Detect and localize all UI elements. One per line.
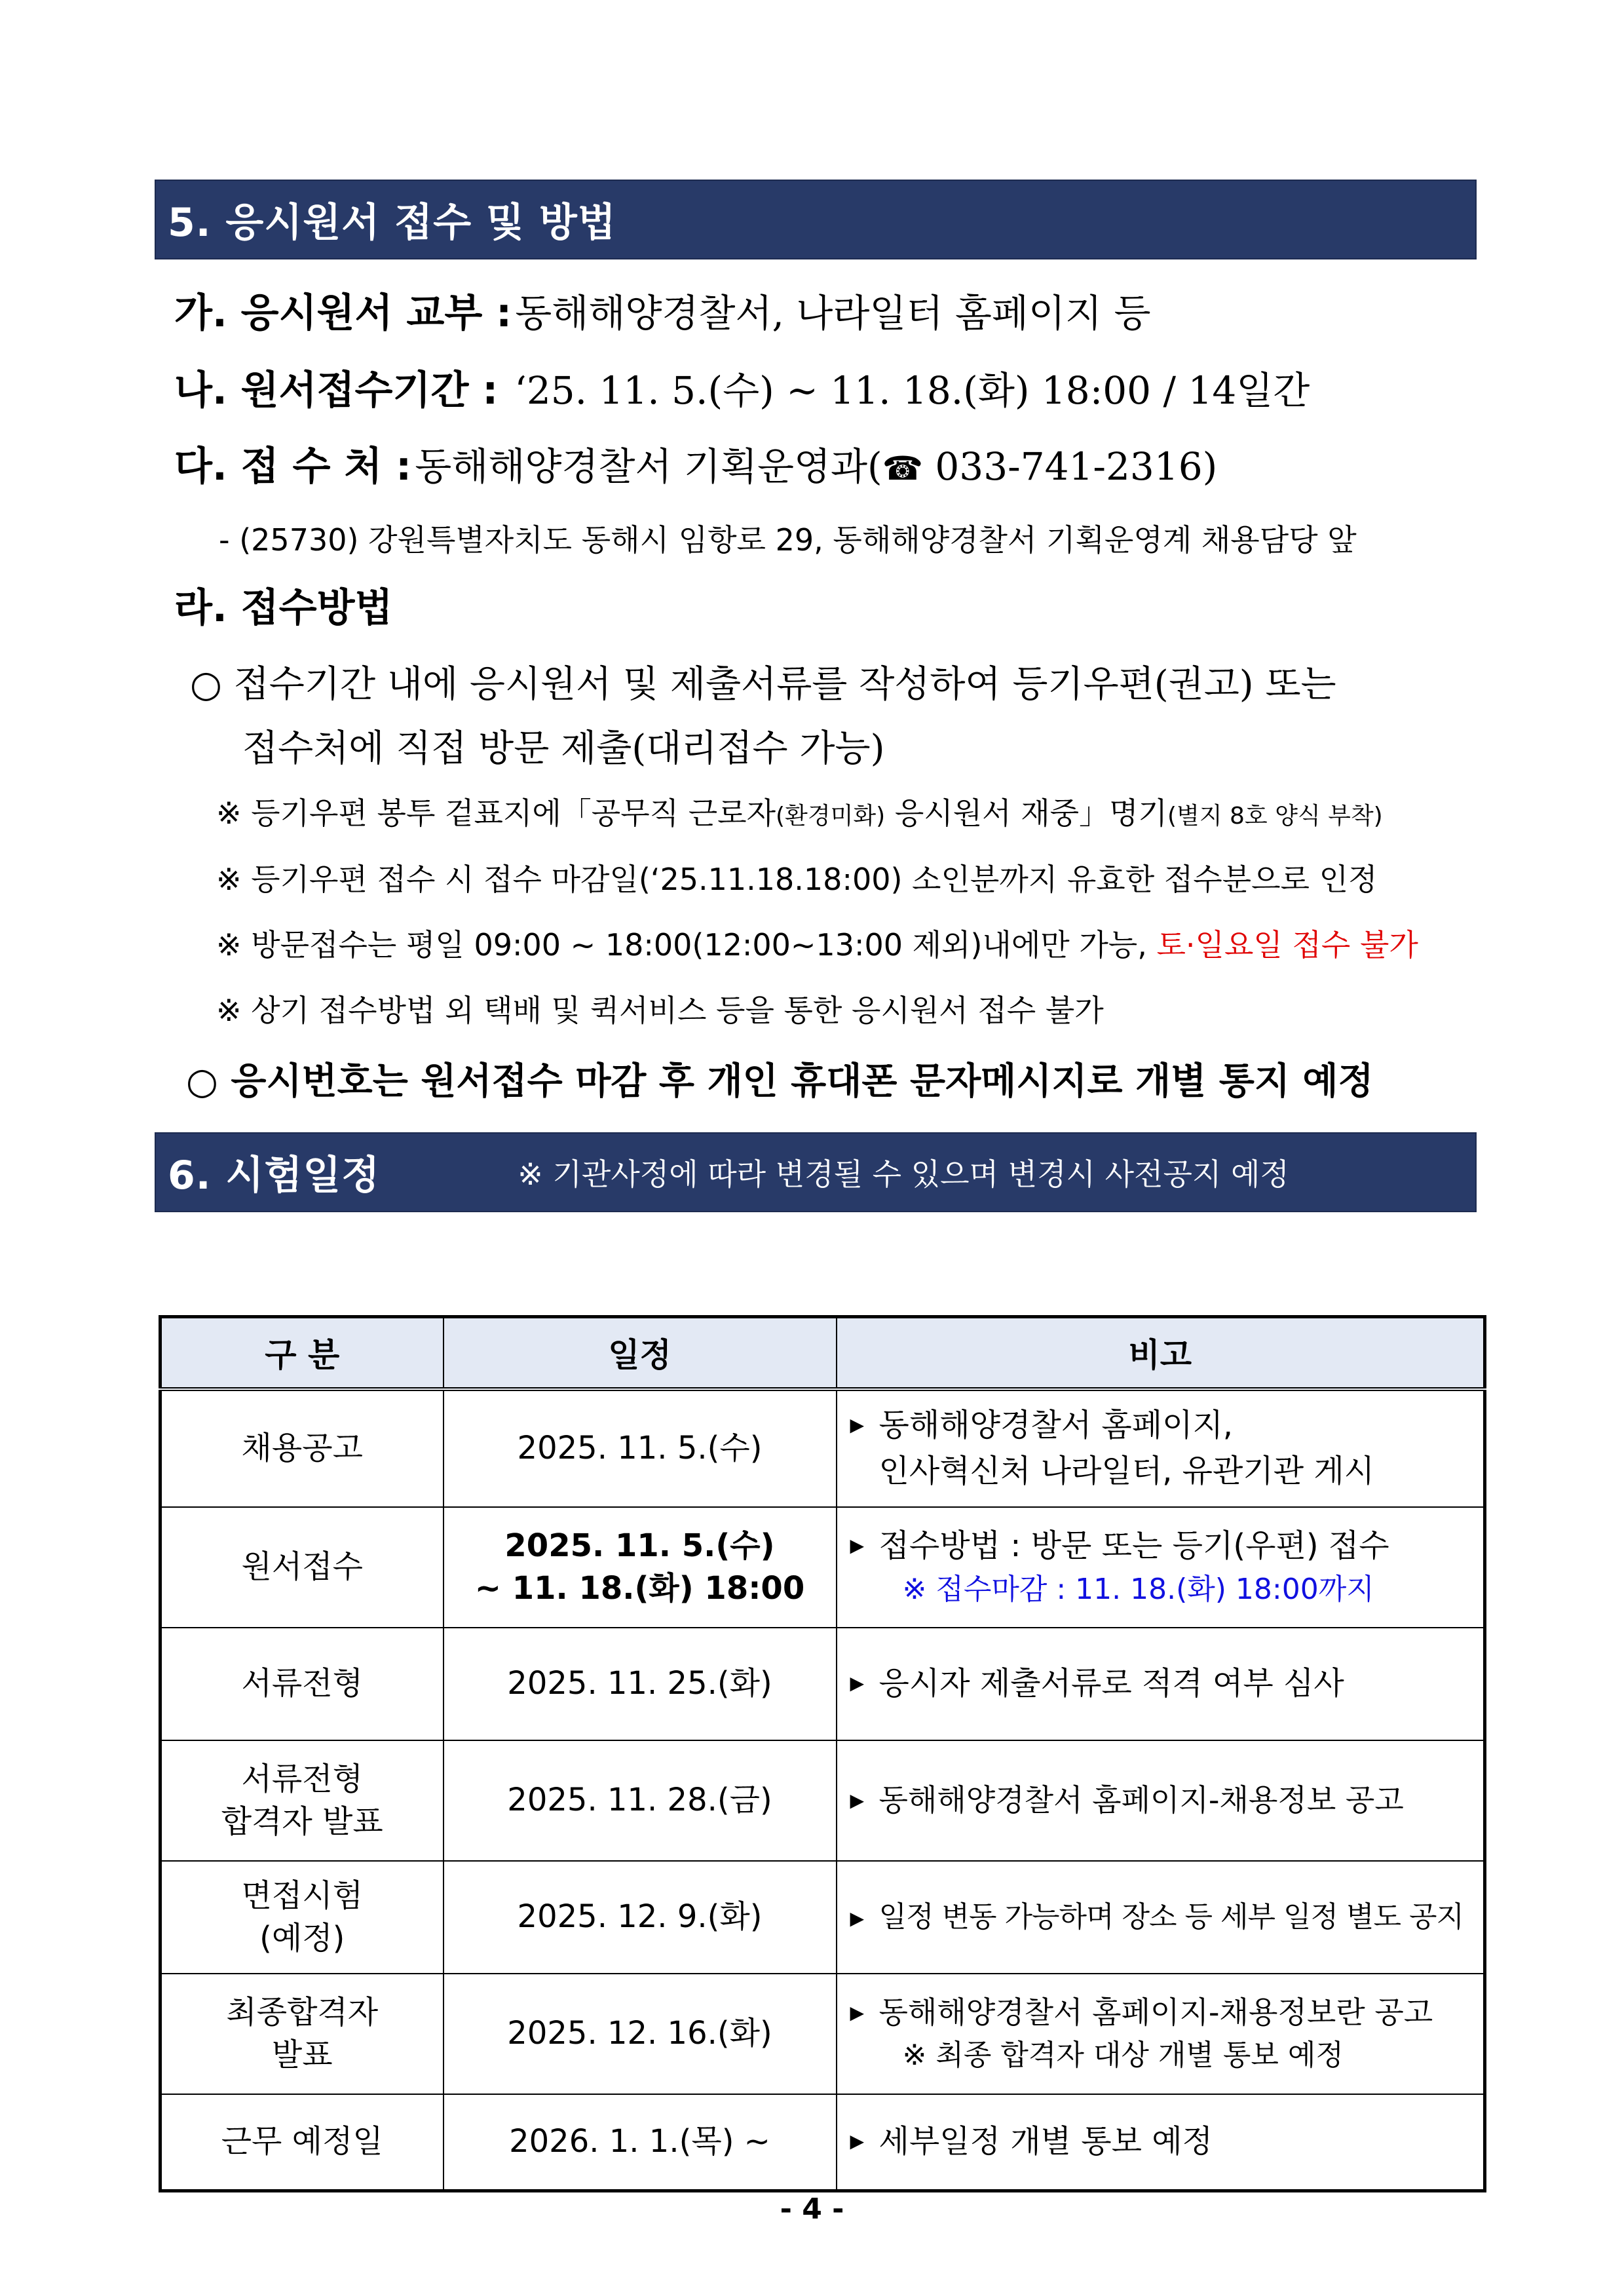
page-number: - 4 - bbox=[780, 2192, 844, 2226]
category-text: 발표 bbox=[271, 2036, 333, 2073]
item-na-value: ‘25. 11. 5.(수) ~ 11. 18.(화) 18:00 / 14일간 bbox=[514, 368, 1310, 413]
date-text: ~ 11. 18.(화) 18:00 bbox=[474, 1569, 805, 1607]
triangle-bullet-icon: ▶ bbox=[850, 2130, 865, 2152]
date-text: 2025. 11. 5.(수) bbox=[517, 1430, 763, 1467]
category-text: 최종합격자 bbox=[226, 1993, 379, 2031]
cell-date bbox=[444, 1974, 837, 2094]
remark-text: 세부일정 개별 통보 예정 bbox=[878, 2122, 1213, 2160]
remark-text: 응시자 제출서류로 적격 여부 심사 bbox=[878, 1664, 1344, 1702]
cell-date bbox=[444, 1628, 837, 1740]
table-row bbox=[161, 1861, 1485, 1974]
item-na bbox=[174, 359, 1310, 415]
table-row bbox=[161, 2094, 1485, 2191]
cell-date bbox=[444, 2094, 837, 2191]
ra-note-1 bbox=[216, 790, 1383, 833]
item-da-address: - (25730) 강원특별자치도 동해시 임항로 29, 동해해양경찰서 기획운영계 채용담당 앞 bbox=[219, 522, 1357, 558]
ra-note-2: ※ 등기우편 접수 시 접수 마감일(‘25.11.18.18:00) 소인분까지 유효한 접수분으로 인정 bbox=[216, 862, 1378, 897]
cell-category bbox=[161, 1974, 444, 2094]
cell-remark bbox=[837, 2094, 1485, 2191]
section-5-header bbox=[155, 180, 1477, 259]
ra-note-1-main-2: 응시원서 재중」명기 bbox=[885, 795, 1167, 831]
cell-remark bbox=[837, 1389, 1485, 1507]
date-text: 2026. 1. 1.(목) ~ bbox=[509, 2123, 770, 2160]
remark-text: 인사혁신처 나라일터, 유관기관 게시 bbox=[878, 1452, 1375, 1489]
schedule-table bbox=[159, 1315, 1486, 2192]
cell-remark bbox=[837, 1974, 1485, 2094]
table-row bbox=[161, 1974, 1485, 2094]
ra-bullet-1-line-2: 접수처에 직접 방문 제출(대리접수 가능) bbox=[242, 727, 885, 770]
table-row bbox=[161, 1389, 1485, 1507]
item-ga-label: 가. 응시원서 교부 : bbox=[174, 290, 512, 336]
item-da-label: 다. 접 수 처 : bbox=[174, 444, 412, 489]
cell-category bbox=[161, 1628, 444, 1740]
date-text: 2025. 12. 9.(화) bbox=[517, 1898, 763, 1936]
cell-date bbox=[444, 1740, 837, 1861]
ra-note-3 bbox=[216, 921, 1418, 965]
triangle-bullet-icon: ▶ bbox=[850, 2002, 865, 2024]
remark-text: 접수방법 : 방문 또는 등기(우편) 접수 bbox=[878, 1527, 1389, 1564]
phone-icon: ☎ bbox=[882, 450, 923, 488]
item-ra-label: 라. 접수방법 bbox=[174, 585, 393, 631]
category-text: 서류전형 bbox=[241, 1760, 363, 1797]
category-text: 채용공고 bbox=[241, 1430, 363, 1467]
triangle-bullet-icon: ▶ bbox=[850, 1672, 865, 1694]
triangle-bullet-icon: ▶ bbox=[850, 1413, 865, 1436]
cell-category bbox=[161, 1389, 444, 1507]
triangle-bullet-icon: ▶ bbox=[850, 1907, 864, 1929]
cell-remark bbox=[837, 1861, 1485, 1974]
cell-date bbox=[444, 1507, 837, 1628]
remark-note: ※ 접수마감 : 11. 18.(화) 18:00까지 bbox=[902, 1573, 1374, 1607]
header-remark: 비고 bbox=[837, 1317, 1485, 1389]
header-category: 구 분 bbox=[161, 1317, 444, 1389]
table-header-row bbox=[161, 1317, 1485, 1389]
remark-note: ※ 최종 합격자 대상 개별 통보 예정 bbox=[902, 2038, 1344, 2072]
table-row bbox=[161, 1740, 1485, 1861]
cell-category bbox=[161, 1507, 444, 1628]
section-6-title: 6. 시험일정 bbox=[168, 1153, 381, 1198]
cell-remark bbox=[837, 1628, 1485, 1740]
section-5-title: 5. 응시원서 접수 및 방법 bbox=[168, 200, 616, 246]
category-text: 면접시험 bbox=[241, 1877, 363, 1914]
ra-bullet-2: ○ 응시번호는 원서접수 마감 후 개인 휴대폰 문자메시지로 개별 통지 예정 bbox=[186, 1060, 1374, 1103]
category-text: 합격자 발표 bbox=[221, 1803, 383, 1840]
section-6-note: ※ 기관사정에 따라 변경될 수 있으며 변경시 사전공지 예정 bbox=[518, 1157, 1289, 1192]
category-text: (예정) bbox=[259, 1919, 345, 1957]
item-na-label: 나. 원서접수기간 : bbox=[174, 368, 499, 413]
item-ga bbox=[174, 282, 1150, 338]
ra-note-3-red: 토·일요일 접수 불가 bbox=[1156, 927, 1418, 963]
remark-text: 동해해양경찰서 홈페이지-채용정보 공고 bbox=[878, 1782, 1404, 1818]
date-text: 2025. 11. 5.(수) bbox=[504, 1527, 775, 1564]
ra-note-1-small-1: (환경미화) bbox=[776, 803, 886, 830]
category-text: 원서접수 bbox=[241, 1548, 363, 1586]
triangle-bullet-icon: ▶ bbox=[850, 1534, 865, 1556]
cell-date bbox=[444, 1861, 837, 1974]
ra-bullet-1-line-1: ○ 접수기간 내에 응시원서 및 제출서류를 작성하여 등기우편(권고) 또는 bbox=[190, 663, 1336, 706]
category-text: 서류전형 bbox=[241, 1665, 363, 1702]
cell-category bbox=[161, 1740, 444, 1861]
remark-text: 동해해양경찰서 홈페이지-채용정보란 공고 bbox=[878, 1995, 1433, 2031]
item-da-value-prefix: 동해해양경찰서 기획운영과( bbox=[415, 444, 882, 489]
table-row bbox=[161, 1628, 1485, 1740]
table-row bbox=[161, 1507, 1485, 1628]
section-6-header bbox=[155, 1132, 1477, 1212]
cell-remark bbox=[837, 1507, 1485, 1628]
ra-note-1-main: ※ 등기우편 봉투 겉표지에「공무직 근로자 bbox=[216, 795, 776, 831]
header-date: 일정 bbox=[444, 1317, 837, 1389]
cell-category bbox=[161, 2094, 444, 2191]
cell-remark bbox=[837, 1740, 1485, 1861]
ra-note-4: ※ 상기 접수방법 외 택배 및 퀵서비스 등을 통한 응시원서 접수 불가 bbox=[216, 993, 1104, 1028]
ra-note-1-small-2: (별지 8호 양식 부착) bbox=[1167, 803, 1383, 830]
remark-text: 동해해양경찰서 홈페이지, bbox=[878, 1406, 1234, 1444]
ra-note-3-main: ※ 방문접수는 평일 09:00 ~ 18:00(12:00~13:00 제외)내에만 가능, bbox=[216, 927, 1157, 963]
remark-text: 일정 변동 가능하며 장소 등 세부 일정 별도 공지 bbox=[878, 1900, 1463, 1934]
category-text: 근무 예정일 bbox=[221, 2123, 383, 2160]
date-text: 2025. 12. 16.(화) bbox=[507, 2015, 772, 2052]
cell-category bbox=[161, 1861, 444, 1974]
item-da bbox=[174, 435, 1217, 491]
date-text: 2025. 11. 28.(금) bbox=[507, 1782, 772, 1819]
cell-date bbox=[444, 1389, 837, 1507]
date-text: 2025. 11. 25.(화) bbox=[507, 1665, 772, 1702]
item-da-value-suffix: 033-741-2316) bbox=[922, 444, 1218, 489]
triangle-bullet-icon: ▶ bbox=[850, 1789, 865, 1812]
item-ga-value: 동해해양경찰서, 나라일터 홈페이지 등 bbox=[515, 291, 1151, 335]
